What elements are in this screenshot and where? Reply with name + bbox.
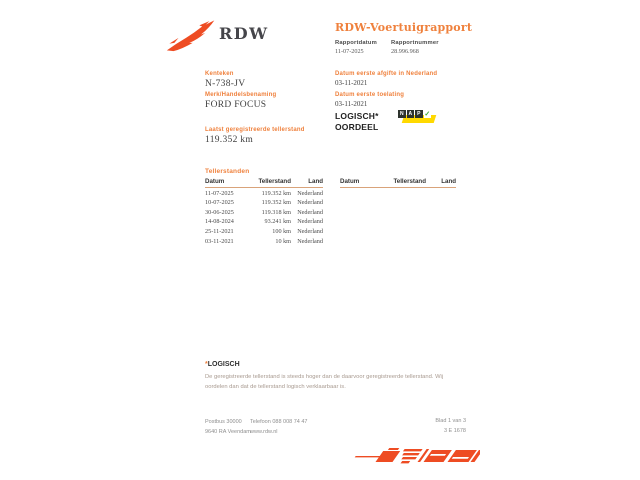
table-row bbox=[205, 207, 323, 217]
cell-land: Nederland bbox=[297, 208, 323, 216]
footer-address-line2: 9640 RA Veendam bbox=[205, 429, 251, 435]
cell-land: Nederland bbox=[297, 227, 323, 235]
cell-tellerstand: 93.241 km bbox=[264, 218, 291, 226]
merk-value: FORD FOCUS bbox=[205, 100, 267, 110]
col-tellerstand: Tellerstand bbox=[258, 178, 291, 185]
report-number-value: 28.996.968 bbox=[391, 48, 419, 55]
tellerstanden-continuation-header bbox=[340, 178, 456, 188]
report-number-group bbox=[391, 40, 439, 55]
laatste-tellerstand-label: Laatst geregistreerde tellerstand bbox=[205, 127, 305, 133]
document-title: RDW-Voertuigrapport bbox=[335, 21, 473, 34]
col-datum: Datum bbox=[205, 178, 225, 185]
cell-land: Nederland bbox=[297, 218, 323, 226]
kenteken-field bbox=[205, 71, 245, 89]
cell-datum: 30-06-2025 bbox=[205, 208, 234, 216]
table-row bbox=[205, 226, 323, 236]
footer-address bbox=[205, 417, 251, 437]
cell-tellerstand: 119.352 km bbox=[261, 189, 291, 197]
report-date-group bbox=[335, 40, 377, 55]
eerste-afgifte-value: 03-11-2021 bbox=[335, 79, 368, 87]
cell-tellerstand: 119.318 km bbox=[261, 208, 291, 216]
footer-form-code: 3 E 1678 bbox=[443, 428, 466, 434]
footer-phone: Telefoon 088 008 74 47 bbox=[250, 419, 308, 425]
eerste-afgifte-label: Datum eerste afgifte in Nederland bbox=[335, 71, 438, 77]
table-row bbox=[205, 236, 323, 246]
rdw-wordmark: RDW bbox=[219, 24, 269, 43]
cell-land: Nederland bbox=[297, 237, 323, 245]
tellerstanden-table-header bbox=[205, 178, 323, 188]
footnote-asterisk: * bbox=[205, 361, 208, 368]
rdw-flame-logo-icon bbox=[166, 20, 216, 54]
oordeel-line1: LOGISCH* bbox=[335, 111, 379, 121]
footer-page-info bbox=[410, 416, 466, 436]
col-tellerstand: Tellerstand bbox=[393, 178, 426, 185]
laatste-tellerstand-value: 119.352 km bbox=[205, 135, 254, 145]
nap-badge-letters bbox=[398, 110, 431, 118]
footer-website: www.rdw.nl bbox=[250, 429, 278, 435]
cell-datum: 11-07-2025 bbox=[205, 189, 234, 197]
merk-label: Merk/Handelsbenaming bbox=[205, 92, 277, 98]
footer-address-line1: Postbus 30000 bbox=[205, 419, 242, 425]
report-date-label: Rapportdatum bbox=[335, 40, 378, 46]
cell-datum: 10-07-2025 bbox=[205, 199, 234, 207]
rdw-speedlines-graphic bbox=[348, 447, 480, 469]
report-number-label: Rapportnummer bbox=[391, 40, 439, 46]
nap-check-icon: ✓ bbox=[424, 109, 431, 118]
nap-letter-a: A bbox=[408, 110, 413, 117]
merk-field bbox=[205, 92, 276, 110]
table-row bbox=[205, 188, 323, 198]
cell-datum: 25-11-2021 bbox=[205, 227, 234, 235]
tellerstanden-table-continuation bbox=[340, 178, 456, 188]
eerste-afgifte-field bbox=[335, 71, 437, 87]
col-land: Land bbox=[308, 178, 323, 185]
eerste-toelating-value: 03-11-2021 bbox=[335, 100, 368, 108]
nap-letter-p: P bbox=[415, 110, 423, 118]
cell-datum: 14-08-2024 bbox=[205, 218, 234, 226]
footnote-title bbox=[205, 361, 240, 368]
oordeel-line2: OORDEEL bbox=[335, 122, 379, 132]
report-meta bbox=[335, 40, 439, 55]
nap-badge bbox=[398, 110, 436, 124]
laatste-tellerstand-field bbox=[205, 127, 305, 145]
tellerstanden-section-title: Tellerstanden bbox=[205, 168, 250, 175]
cell-tellerstand: 100 km bbox=[272, 227, 291, 235]
table-row bbox=[205, 198, 323, 208]
cell-land: Nederland bbox=[297, 199, 323, 207]
cell-datum: 03-11-2021 bbox=[205, 237, 234, 245]
cell-tellerstand: 10 km bbox=[275, 237, 291, 245]
nap-letter-n: N bbox=[399, 110, 404, 117]
oordeel-verdict bbox=[335, 111, 379, 133]
col-datum: Datum bbox=[340, 178, 360, 185]
footer-contact bbox=[250, 417, 308, 437]
footnote-text: De geregistreerde tellerstand is steeds hoger dan de daarvoor geregistreerde tellerstand. Wij oordelen dan dat de tellerstand logisch verklaarbaar is. bbox=[205, 374, 444, 390]
tellerstanden-table bbox=[205, 178, 323, 246]
cell-land: Nederland bbox=[297, 189, 323, 197]
kenteken-label: Kenteken bbox=[205, 71, 234, 77]
eerste-toelating-label: Datum eerste toelating bbox=[335, 92, 405, 98]
footnote-title-text: LOGISCH bbox=[207, 361, 240, 368]
cell-tellerstand: 119.352 km bbox=[261, 199, 291, 207]
footer-page-indicator: Blad 1 van 3 bbox=[435, 418, 466, 424]
table-row bbox=[205, 217, 323, 227]
report-date-value: 11-07-2025 bbox=[335, 48, 364, 55]
eerste-toelating-field bbox=[335, 92, 404, 108]
col-land: Land bbox=[441, 178, 456, 185]
kenteken-value: N-738-JV bbox=[205, 79, 246, 89]
